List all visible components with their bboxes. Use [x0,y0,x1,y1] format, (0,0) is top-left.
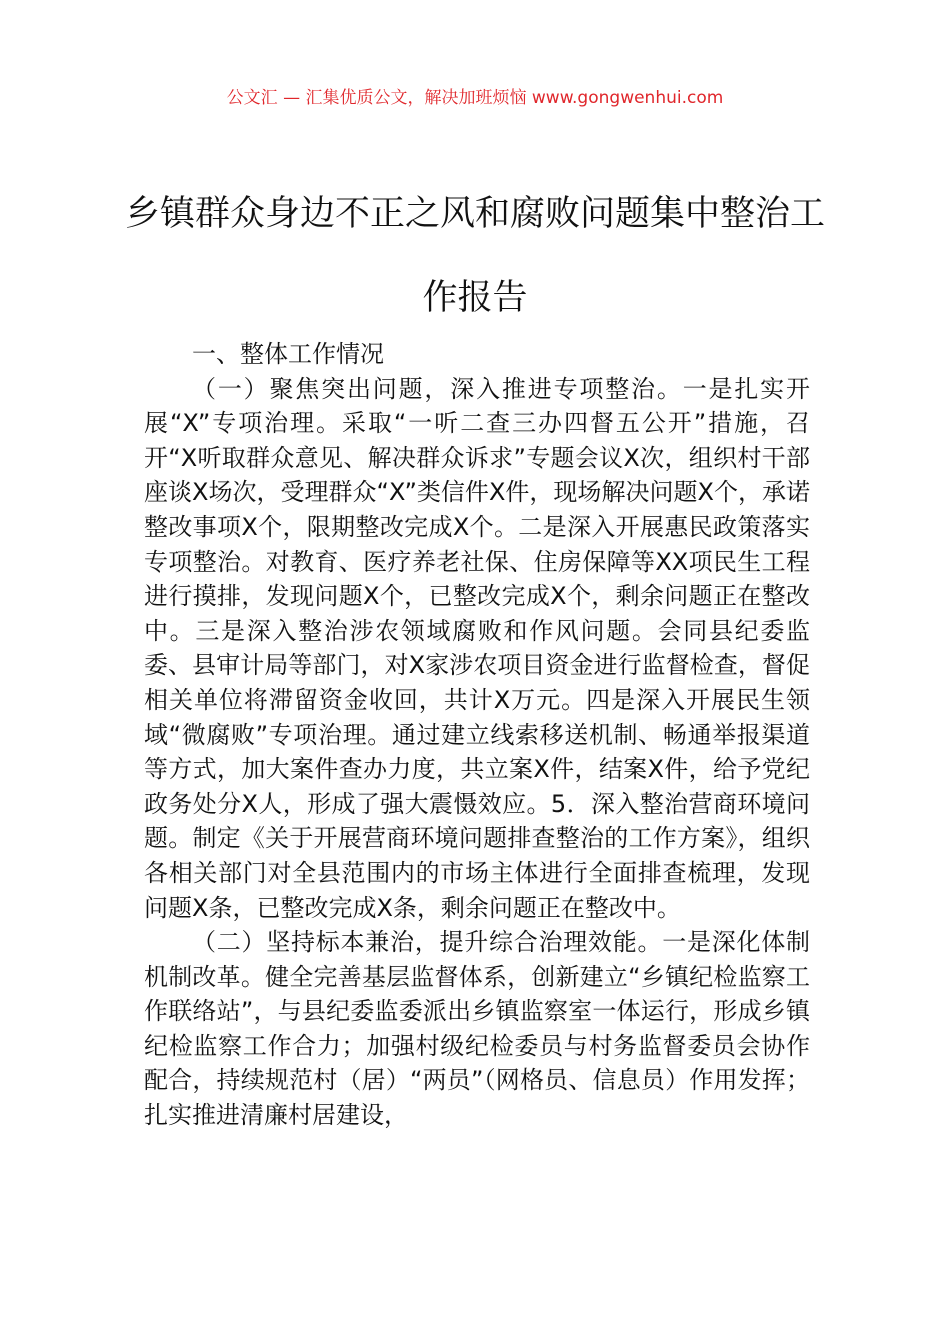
document-body [144,337,810,1133]
header-banner: 公文汇 — 汇集优质公文，解决加班烦恼 www.gongwenhui.com [226,88,724,108]
body-paragraph-2: （二）坚持标本兼治，提升综合治理效能。一是深化体制机制改革。健全完善基层监督体系，创新建立“乡镇纪检监察工作联络站”，与县纪委监委派出乡镇监察室一体运行，形成乡镇纪检监察工作合力；加强村级纪检委员与村务监督委员会协作配合，持续规范村（居）“两员”（网格员、信息员）作用发挥；扎实推进清廉村居建设， [144,928,810,1130]
document-title: 乡镇群众身边不正之风和腐败问题集中整治工作报告 [124,194,825,318]
body-paragraph-1: （一）聚焦突出问题，深入推进专项整治。一是扎实开展“X”专项治理。采取“一听二查三办四督五公开”措施，召开“X听取群众意见、解决群众诉求”专题会议X次，组织村干部座谈X场次，受理群众“X”类信件X件，现场解决问题X个，承诺整改事项X个，限期整改完成X个。二是深入开展惠民政策落实专项整治。对教育、医疗养老社保、住房保障等XX项民生工程进行摸排，发现问题X个，已整改完成X个，剩余问题正在整改中。三是深入整治涉农领域腐败和作风问题。会同县纪委监委、县审计局等部门，对X家涉农项目资金进行监督检查，督促相关单位将滞留资金收回，共计X万元。四是深入开展民生领域“微腐败”专项治理。通过建立线索移送机制、畅通举报渠道等方式，加大案件查办力度，共立案X件，结案X件，给予党纪政务处分X人，形成了强大震慑效应。5．深入整治营商环境问题。制定《关于开展营商环境问题排查整治的工作方案》，组织各相关部门对全县范围内的市场主体进行全面排查梳理，发现问题X条，已整改完成X条，剩余问题正在整改中。 [144,374,810,922]
section-heading: 一、整体工作情况 [192,340,384,368]
